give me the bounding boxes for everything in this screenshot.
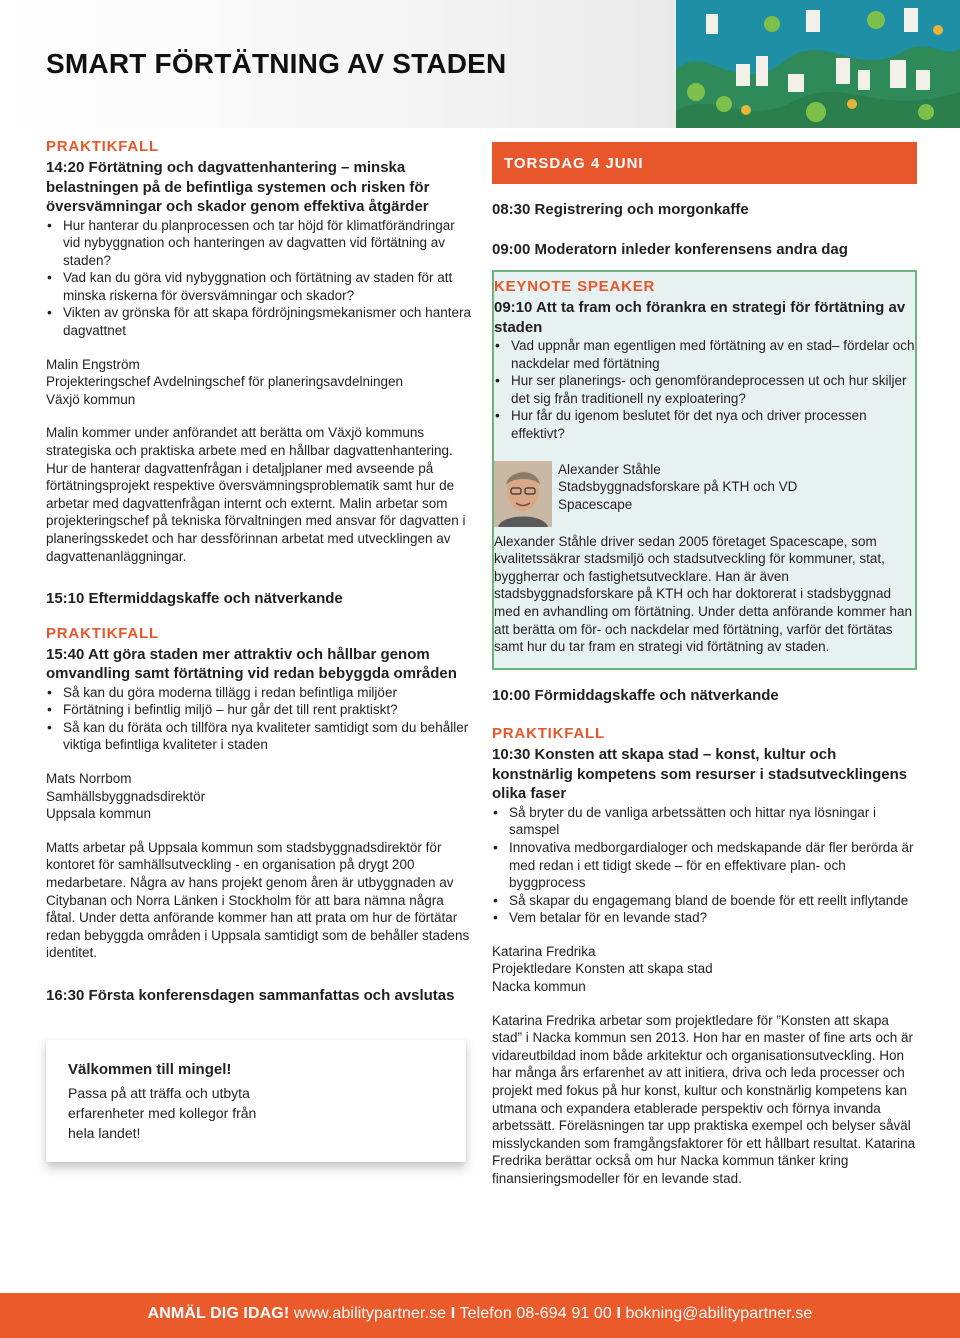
section-tag: PRAKTIKFALL: [46, 138, 159, 155]
break-title: 15:10 Eftermiddagskaffe och nätverkande: [46, 590, 343, 608]
session-title: 14:20 Förtätning och dagvattenhantering – minska belastningen på de befintliga systemen och risken för översvämningar och skador genom effektiva åtgärder: [46, 159, 430, 215]
email-link[interactable]: bokning@abilitypartner.se: [625, 1305, 813, 1322]
speaker-info: [558, 461, 797, 514]
welcome-box: [46, 1040, 466, 1162]
welcome-title: Välkommen till mingel!: [68, 1061, 232, 1078]
speaker-portrait: [494, 461, 552, 527]
bullet-item: • Så skapar du engagemang bland de boende för ett reellt inflytande: [492, 892, 917, 910]
speaker-role: Stadsbyggnadsforskare på KTH och VD: [558, 479, 798, 495]
session-title: 15:40 Att göra staden mer attraktiv och hållbar genom omvandling samt förtätning vid redan bebyggda områden: [46, 645, 457, 683]
keynote-title: 09:10 Att ta fram och förankra en strategi för förtätning av staden: [494, 299, 906, 336]
break-title: 10:00 Förmiddagskaffe och nätverkande: [492, 686, 779, 704]
bullet-item: • Så kan du göra moderna tillägg i redan befintliga miljöer: [46, 684, 471, 702]
bullet-item: • Vad kan du göra vid nybyggnation och förtätning av staden för att minska riskerna för översvämningar och skador?: [46, 269, 471, 304]
bullet-list: [46, 684, 471, 754]
keynote-description: Alexander Ståhle driver sedan 2005 företaget Spacescape, som kvalitetssäkrar stadsmiljö och stadsutveckling för kommuner, stat, byggherrar och fastighetsutvecklare. Han är även stadsbyggnadsforskare på KTH och har doktorerat i stadsbyggnad med en avhandling om förtätning. Under detta anförande kommer han att berätta om för- och nackdelar med förtätning, varför det förtätas samt hur du tar fram en strategi vid förtätning av staden.: [494, 533, 913, 655]
speaker-org: Nacka kommun: [492, 979, 586, 995]
separator: I: [616, 1305, 621, 1322]
speaker-name: Alexander Ståhle: [558, 461, 661, 477]
bullet-item: • Så bryter du de vanliga arbetssätten och hittar nya lösningar i samspel: [492, 804, 917, 839]
city-illustration: [676, 0, 960, 128]
session-description: Katarina Fredrika arbetar som projektledare för ”Konsten att skapa stad” i Nacka kommun sen 2013. Hon har en master of fine arts och är vidareutbildad inom både arkitektur och organisationsutveckling. Hon har många års erfarenhet av att initiera, driva och leda processer och projekt med fokus på hur konst, kultur och konstnärlig kompetens kan utmana och expandera etablerade perspektiv och förnya invanda arbetssätt. Föreläsningen tar upp praktiska exempel och belyser såväl misslyckanden som framgångsfaktorer för ett hållbart resultat. Katarina Fredrika berättar också om hur Nacka kommun tänker kring finansieringsmodeller för en levande stad.: [492, 1012, 916, 1186]
speaker-org: Växjö kommun: [46, 391, 136, 407]
session-description: Malin kommer under anförandet att berätta om Växjö kommuns strategiska och praktiska arbete med en hållbar dagvattenhantering. Hur de hanterar dagvattenfrågan i detaljplaner med avseende på förtätningsprojekt respektive översvämningsproblematik samt hur de arbetar med dagvattenfrågan internt och externt. Malin arbetar som projekteringschef på tekniska förvaltningen med ansvar för dagvatten i planeringsskedet och har dessförinnan arbetat med utvecklingen av dagvattenanläggningar.: [46, 425, 466, 564]
bullet-item: • Hur får du igenom beslutet för det nya och driver processen effektivt?: [494, 407, 915, 442]
bullet-list: [494, 337, 915, 443]
bullet-item: • Innovativa medborgardialoger och medskapande där fler berörda är med redan i ett tidigt skede – för en effektivare plan- och byggprocess: [492, 839, 917, 892]
welcome-text: Passa på att träffa och utbyta erfarenheter med kollegor från hela landet!: [68, 1084, 257, 1141]
speaker-role: Samhällsbyggnadsdirektör: [46, 788, 206, 804]
speaker-role: Projektledare Konsten att skapa stad: [492, 961, 713, 977]
speaker-org: Spacescape: [558, 496, 633, 512]
left-column: [46, 138, 471, 1006]
speaker-name: Mats Norrbom: [46, 771, 132, 787]
separator: I: [450, 1305, 456, 1322]
speaker-org: Uppsala kommun: [46, 806, 152, 822]
schedule-item: 09:00 Moderatorn inleder konferensens andra dag: [492, 240, 848, 258]
right-column: [492, 142, 917, 1188]
session-title: 10:30 Konsten att skapa stad – konst, kultur och konstnärlig kompetens som resurser i stadsutvecklingens olika faser: [492, 746, 908, 803]
speaker-name: Malin Engström: [46, 356, 140, 372]
speaker-name: Katarina Fredrika: [492, 943, 596, 959]
section-tag: PRAKTIKFALL: [46, 624, 159, 642]
keynote-box: [492, 270, 917, 670]
bullet-item: • Hur hanterar du planprocessen och tar höjd för klimatförändringar vid nybyggnation och hanteringen av dagvatten vid förtätning av staden?: [46, 217, 471, 270]
bullet-item: • Vikten av grönska för att skapa fördröjningsmekanismer och hantera dagvattnet: [46, 304, 471, 339]
bullet-item: • Hur ser planerings- och genomförandeprocessen ut och hur skiljer det sig från traditionell ny exploatering?: [494, 372, 915, 407]
closing-title: 16:30 Första konferensdagen sammanfattas och avslutas: [46, 987, 455, 1004]
bullet-list: [46, 217, 471, 340]
bullet-item: • Så kan du föräta och tillföra nya kvaliteter samtidigt som du behåller viktiga befintliga kvaliteter i staden: [46, 719, 471, 754]
bullet-list: [492, 804, 917, 927]
section-tag: PRAKTIKFALL: [492, 725, 605, 743]
schedule-item: 08:30 Registrering och morgonkaffe: [492, 201, 749, 218]
page-title: SMART FÖRTÄTNING AV STADEN: [46, 48, 507, 79]
signup-cta[interactable]: ANMÄL DIG IDAG!: [147, 1305, 290, 1322]
page-header: [0, 0, 960, 128]
session-description: Matts arbetar på Uppsala kommun som stadsbyggnadsdirektör för kontoret för samhällsutveckling - en organisation på drygt 200 medarbetare. Några av hans projekt genom åren är utbyggnaden av Citybanan och Norra Länken i Stockholm för att bara nämna några fåtal. Under detta anförande kommer han att prata om hur de förtätar redan bebyggda områden i Uppsala samtidigt som de behåller stadens identitet.: [46, 839, 470, 961]
website-link[interactable]: www.abilitypartner.se: [293, 1305, 447, 1322]
day-header: TORSDAG 4 JUNI: [492, 142, 917, 184]
footer-bar: [0, 1293, 960, 1338]
bullet-item: • Vem betalar för en levande stad?: [492, 909, 917, 927]
bullet-item: • Förtätning i befintlig miljö – hur går det till rent praktiskt?: [46, 701, 471, 719]
speaker-row: [494, 461, 915, 529]
phone-number[interactable]: Telefon 08-694 91 00: [459, 1305, 612, 1322]
bullet-item: • Vad uppnår man egentligen med förtätning av en stad– fördelar och nackdelar med förtätning: [494, 337, 915, 372]
keynote-tag: KEYNOTE SPEAKER: [494, 278, 656, 295]
speaker-role: Projekteringschef Avdelningschef för planeringsavdelningen: [46, 374, 403, 390]
